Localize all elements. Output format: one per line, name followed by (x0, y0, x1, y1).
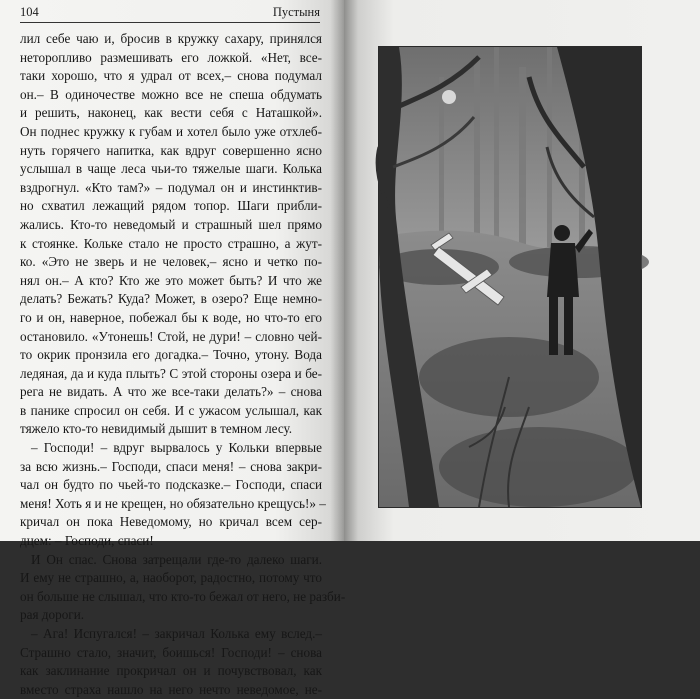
text-line: как заклинание прокричал он и почувствовал, как (20, 663, 322, 679)
text-line: го и он, наверное, побежал бы к воде, но что-то его (20, 309, 322, 325)
text-line: рега не видать. А что же все-таки делать?» – снова (20, 384, 322, 400)
text-line: то окрик пронзила его догадка.– Точно, утону. Вода (20, 347, 322, 363)
text-line: в панике спросил он себя. И с ужасом услышал, как (20, 402, 322, 418)
text-line: жались. Кто-то неведомый и страшный шел прямо (20, 216, 322, 232)
text-line: рая дороги. (20, 607, 85, 623)
forest-scene-image (379, 47, 641, 507)
text-line: И Он спас. Снова затрещали где-то далеко шаги. (31, 551, 322, 567)
body-text (20, 30, 346, 699)
text-line: чал он будто по чьей-то подсказке.– Господи, спаси (20, 477, 322, 493)
text-line: за всю жизнь.– Господи, спаси меня! – снова закри- (20, 458, 322, 474)
text-line: неторопливо размешивать его ложкой. «Нет, все- (20, 49, 322, 65)
text-line: он.– В одиночестве можно все не спеша обдумать (20, 86, 322, 102)
moon-shape (442, 90, 456, 104)
section-title: Пустыня (272, 5, 320, 19)
text-line: таки хорошо, что я удрал от всех,– снова подумал (20, 68, 322, 84)
text-line: делать? Бежать? Куда? Может, в озеро? Еще немно- (20, 291, 322, 307)
text-line: вздрогнул. «Кто там?» – подумал он и инстинктив- (20, 179, 322, 195)
text-line: И ему не страшно, а, наоборот, радостно, потому что (20, 570, 322, 586)
text-line: кричал он пока Неведомому, но кричал всем сер- (20, 514, 322, 530)
text-line: услышал в чаще леса чьи-то тяжелые шаги. Колька (20, 161, 322, 177)
text-line: ледяная, да и куда плыть? С этой стороны озера и бе- (20, 365, 322, 381)
text-line: – Ага! Испугался! – закричал Колька ему вслед.– (31, 626, 322, 641)
text-line: нуть горячего напитка, как вдруг совершенно ясно (20, 142, 322, 158)
page-number: 104 (20, 5, 39, 19)
header-rule (20, 22, 320, 23)
text-line: он больше не слышал, что кто-то бежал от него, не разби- (20, 588, 346, 604)
text-line: нял он.– А кто? Кто же это может быть? И что же (20, 272, 322, 288)
text-line: дцем: – Господи, спаси! (20, 533, 154, 549)
running-head (20, 5, 320, 22)
text-line: лил себе чаю и, бросив в кружку сахару, принялся (20, 31, 322, 46)
text-line: меня! Хоть я и не крещен, но обязательно крещусь!» – (20, 495, 326, 511)
text-line: ко. «Это не зверь и не человек,– ясно и четко по- (20, 254, 322, 270)
text-line: но схватил лежащий рядом топор. Шаги прибли- (20, 198, 322, 214)
left-page (0, 0, 346, 697)
text-line: остановило. «Утонешь! Стой, не дури! – словно чей- (20, 328, 322, 344)
text-line: тяжело кто-то невидимый дышит в темном лесу. (20, 421, 293, 437)
text-line: к стоянке. Кольке стало не просто страшно, а жут- (20, 235, 322, 251)
forest-illustration (378, 46, 642, 508)
text-line: Страшно стало, значит, боишься! Господи! – снова (20, 644, 322, 660)
text-line: и решить, наконец, как вести себя с Наташкой». (20, 105, 322, 121)
text-line: вместо страха нашло на него нечто неведомое, не- (20, 681, 322, 697)
text-line: – Господи! – вдруг вырвалось у Кольки впервые (31, 440, 322, 456)
text-line: Он поднес кружку к губам и хотел было уже отхлеб- (20, 123, 322, 139)
